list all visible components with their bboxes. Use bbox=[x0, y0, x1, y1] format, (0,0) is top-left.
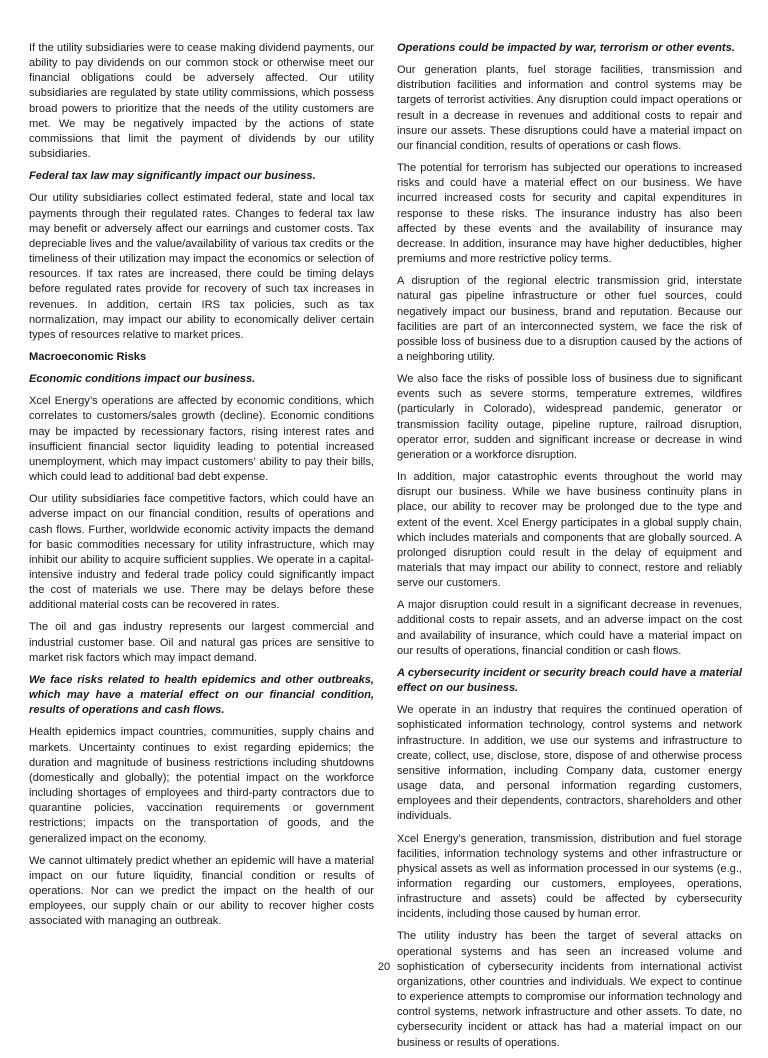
paragraph-terrorism-potential: The potential for terrorism has subjected our operations to increased risks and could have a material effect on our business. We have incurred increased costs for security and capital expenditures in response to these risks. The insurance industry has also been affected by these events and the availability of insurance may decrease. In addition, insurance may have higher deductibles, higher premiums and more restrictive policy terms. bbox=[397, 162, 742, 266]
paragraph-terrorist-targets: Our generation plants, fuel storage facilities, transmission and distribution facilities and information and control systems may be targets of terrorist activities. Any disruption could impact operations or result in a decrease in revenues and additional costs to repair and insure our assets. These disruptions could have a material impact on our financial condition, results of operations or cash flows. bbox=[397, 64, 742, 152]
heading-health-epidemics: We face risks related to health epidemics and other outbreaks, which may have a material effect on our financial condition, results of operations and cash flows. bbox=[29, 673, 374, 717]
paragraph-epidemic-prediction: We cannot ultimately predict whether an epidemic will have a material impact on our future liquidity, financial condition or results of operations. Nor can we predict the impact on the health of our employees, our supply chain or our ability to recover higher costs associated with managing an outbreak. bbox=[29, 854, 374, 928]
left-column bbox=[29, 41, 374, 936]
paragraph-oil-gas-industry: The oil and gas industry represents our largest commercial and industrial customer base. Oil and natural gas prices are sensitive to market risk factors which may impact demand. bbox=[29, 621, 374, 664]
paragraph-it-operations: We operate in an industry that requires the continued operation of sophisticated information technology, control systems and network infrastructure. In addition, we use our systems and infrastructure to create, collect, use, disclose, store, dispose of and otherwise process sensitive information, including Company data, customer energy usage data, and personal information regarding customers, employees and their dependents, contractors, shareholders and other individuals. bbox=[397, 704, 742, 823]
heading-federal-tax-law: Federal tax law may significantly impact our business. bbox=[29, 170, 316, 183]
page-number: 20 bbox=[377, 961, 391, 973]
heading-war-terrorism: Operations could be impacted by war, terrorism or other events. bbox=[397, 42, 735, 54]
paragraph-significant-events: We also face the risks of possible loss of business due to significant events such as severe storms, temperature extremes, wildfires (particularly in Colorado), widespread pandemic, generator or transmission facility outage, pipeline rupture, railroad disruption, operator error, sudden and significant increase or decrease in wind generation or a workforce disruption. bbox=[397, 373, 742, 461]
right-column bbox=[397, 41, 742, 1058]
paragraph-dividend-risk: If the utility subsidiaries were to cease making dividend payments, our ability to pay dividends on our common stock or otherwise meet our financial obligations could be adversely affected. Our utility subsidiaries are regulated by state utility commissions, which possess broad powers to prioritize that the needs of the utility customers are met. We may be negatively impacted by the actions of state commissions that limit the payment of dividends by our utility subsidiaries. bbox=[29, 42, 374, 161]
paragraph-economic-conditions: Xcel Energy’s operations are affected by economic conditions, which correlates to customers/sales growth (decline). Economic conditions may be impacted by recessionary factors, rising interest rates and insufficient financial sector liquidity leading to potential increased unemployment, which may impact customers’ ability to pay their bills, which could lead to additional bad debt expense. bbox=[29, 395, 374, 484]
section-heading-macroeconomic-risks: Macroeconomic Risks bbox=[29, 350, 147, 363]
paragraph-major-disruption: A major disruption could result in a significant decrease in revenues, additional costs to repair assets, and an adverse impact on the cost and availability of insurance, which could have a material impact on our results of operations, financial condition or cash flows. bbox=[397, 599, 742, 657]
paragraph-catastrophic-events: In addition, major catastrophic events throughout the world may disrupt our business. While we have business continuity plans in place, our ability to recover may be prolonged due to the type and extent of the event. Xcel Energy participates in a global supply chain, which includes materials and components that are globally sourced. A prolonged disruption could result in the delay of equipment and materials that may impact our ability to connect, restore and reliably serve our customers. bbox=[397, 471, 742, 590]
paragraph-tax-payments: Our utility subsidiaries collect estimated federal, state and local tax payments through their regulated rates. Changes to federal tax law may benefit or adversely affect our earnings and customer costs. Tax depreciable lives and the value/availability of various tax credits or the timeliness of their utilization may impact the economics or selection of resources. If tax rates are increased, there could be timing delays before regulated rates provide for recovery of such tax increases in revenues. In addition, certain IRS tax policies, such as tax normalization, may impact our ability to economically deliver certain types of resources relative to market prices. bbox=[29, 192, 374, 341]
heading-cybersecurity: A cybersecurity incident or security breach could have a material effect on our business. bbox=[397, 666, 742, 695]
paragraph-grid-disruption: A disruption of the regional electric transmission grid, interstate natural gas pipeline infrastructure or other fuel sources, could negatively impact our business, brand and reputation. Because our facilities are part of an interconnected system, we face the risk of possible loss of business due to a disruption caused by the actions of a neighboring utility. bbox=[397, 275, 742, 363]
paragraph-health-epidemics: Health epidemics impact countries, communities, supply chains and markets. Uncertainty continues to exist regarding epidemics; the duration and magnitude of business restrictions including shutdowns (domestically and globally); the potential impact on the workforce including shortages of employees and third-party contractors due to quarantine policies, vaccination requirements or government restrictions; impacts on the transportation of goods, and the generalized impact on the economy. bbox=[29, 726, 374, 845]
heading-economic-conditions: Economic conditions impact our business. bbox=[29, 373, 256, 386]
paragraph-cyber-assets: Xcel Energy’s generation, transmission, distribution and fuel storage facilities, information technology systems and other infrastructure or physical assets as well as information processed in our systems (e.g., information regarding our customers, employees, operations, infrastructure and assets) could be affected by cybersecurity incidents, including those caused by human error. bbox=[397, 832, 742, 921]
paragraph-competitive-factors: Our utility subsidiaries face competitive factors, which could have an adverse impact on our financial condition, results of operations and cash flows. Further, worldwide economic activity impacts the demand for basic commodities necessary for utility infrastructure, which may inhibit our ability to acquire sufficient supplies. We operate in a capital-intensive industry and federal trade policy could significantly impact the cost of materials we use. There may be delays before these additional material costs can be recovered in rates. bbox=[29, 493, 374, 612]
paragraph-cyber-attacks: The utility industry has been the target of several attacks on operational systems and has seen an increased volume and sophistication of cybersecurity incidents from international activist organizations, other countries and individuals. We expect to continue to experience attempts to compromise our information technology and control systems, network infrastructure and other assets. To date, no cybersecurity incident or attack has had a material impact on our business or results of operations. bbox=[397, 930, 742, 1049]
